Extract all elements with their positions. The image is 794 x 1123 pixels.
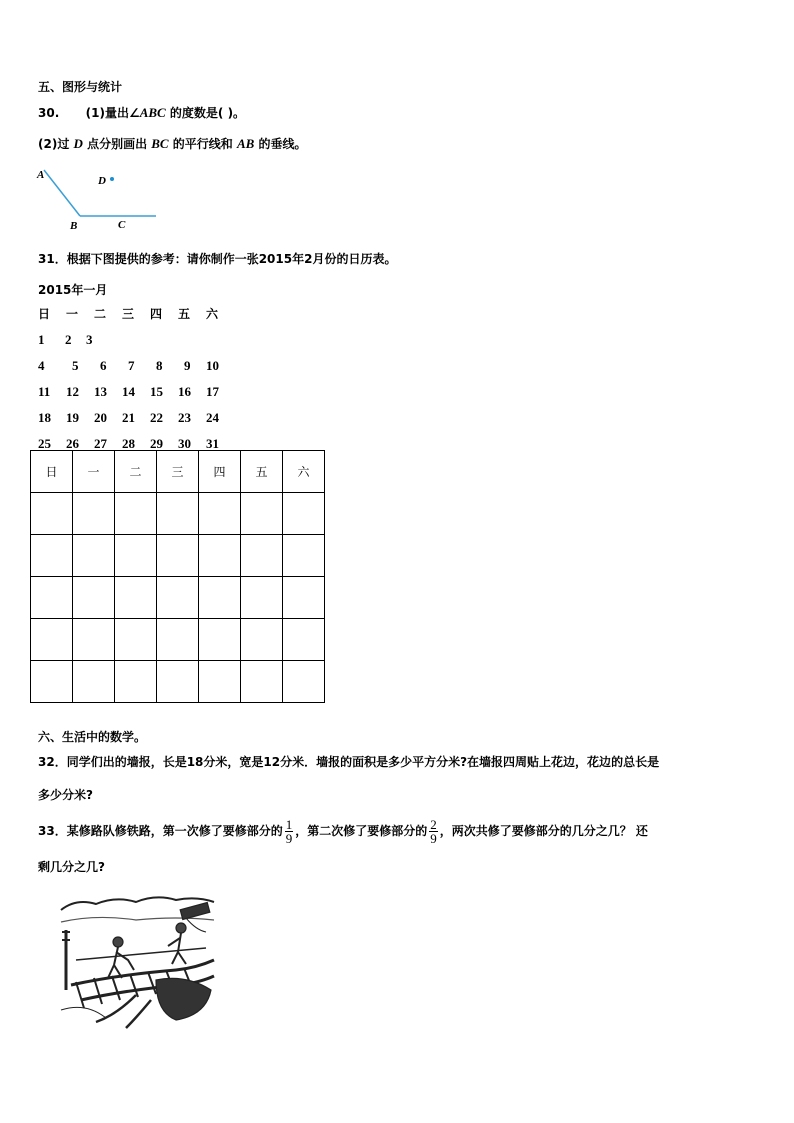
section-title: 五、图形与统计 (38, 80, 123, 94)
date-cell: 26 (66, 436, 79, 451)
weekday: 五 (178, 307, 191, 321)
empty-cell (241, 619, 283, 661)
table-header-cell: 一 (73, 451, 115, 493)
date-cell: 14 (122, 384, 135, 399)
table-row (31, 661, 325, 703)
weekday: 一 (66, 307, 79, 321)
empty-cell (199, 493, 241, 535)
empty-cell (73, 577, 115, 619)
empty-cell (283, 535, 325, 577)
question-32-line1: 32．同学们出的墙报，长是18分米，宽是12分米．墙报的面积是多少平方分米?在墙报四周贴上花边，花边的总长是 (38, 755, 660, 769)
fraction-numerator: 2 (430, 817, 437, 832)
q30-part2-text-e: 的垂线。 (254, 137, 307, 151)
fraction-two-ninths (429, 818, 438, 845)
question-31: 31．根据下图提供的参考：请你制作一张2015年2月份的日历表。 (38, 252, 397, 266)
table-row (31, 577, 325, 619)
empty-cell (73, 619, 115, 661)
table-header-cell: 四 (199, 451, 241, 493)
weekday: 六 (206, 307, 219, 321)
q33-text-c: ，两次共修了要修部分的几分之几？ 还 (439, 824, 648, 838)
table-header-cell: 五 (241, 451, 283, 493)
label-c: C (118, 219, 126, 231)
date-cell: 4 (38, 358, 45, 373)
empty-cell (31, 493, 73, 535)
date-cell: 19 (66, 410, 79, 425)
railway-workers-illustration (56, 890, 216, 1030)
date-cell: 28 (122, 436, 135, 451)
empty-cell (31, 619, 73, 661)
q33-text-b: ，第二次修了要修部分的 (295, 824, 428, 838)
empty-cell (115, 577, 157, 619)
weekday: 三 (122, 307, 135, 321)
table-header-cell: 二 (115, 451, 157, 493)
empty-cell (199, 535, 241, 577)
empty-cell (115, 661, 157, 703)
empty-cell (31, 535, 73, 577)
date-cell: 30 (178, 436, 191, 451)
date-cell: 20 (94, 410, 107, 425)
point-label-d: D (73, 136, 83, 151)
date-cell: 9 (184, 358, 191, 373)
date-cell: 29 (150, 436, 163, 451)
date-cell: 7 (128, 358, 135, 373)
section-title: 六、生活中的数学。 (38, 730, 147, 744)
table-row (31, 619, 325, 661)
date-cell: 22 (150, 410, 163, 425)
empty-cell (241, 577, 283, 619)
blank-calendar-table (30, 450, 325, 703)
empty-cell (115, 493, 157, 535)
reference-calendar-title: 2015年一月 (38, 283, 108, 297)
fraction-numerator: 1 (285, 817, 293, 832)
date-cell: 6 (100, 358, 107, 373)
q30-part2-text-c: 的平行线和 (168, 137, 237, 151)
table-header-cell: 三 (157, 451, 199, 493)
empty-cell (199, 577, 241, 619)
question-30-part2 (38, 135, 306, 152)
empty-cell (157, 493, 199, 535)
segment-label-ab: AB (236, 136, 255, 151)
date-cell: 24 (206, 410, 219, 425)
empty-cell (157, 619, 199, 661)
date-cell: 21 (122, 410, 135, 425)
label-b: B (70, 220, 78, 232)
q30-part2-text-a: (2)过 (38, 137, 74, 151)
weekday: 四 (150, 307, 163, 321)
empty-cell (31, 577, 73, 619)
empty-cell (283, 619, 325, 661)
fraction-denominator: 9 (430, 831, 437, 846)
segment-label-bc: BC (151, 136, 169, 151)
date-cell: 1 (38, 332, 45, 347)
fraction-denominator: 9 (285, 831, 293, 846)
date-cell: 27 (94, 436, 107, 451)
q33-text-a: 33．某修路队修铁路，第一次修了要修部分的 (38, 824, 283, 838)
date-cell: 3 (86, 332, 93, 347)
empty-cell (241, 493, 283, 535)
q30-part1-suffix: 的度数是( )。 (165, 106, 246, 120)
table-header-cell: 六 (283, 451, 325, 493)
date-cell: 15 (150, 384, 163, 399)
empty-cell (199, 619, 241, 661)
angle-label: ABC (139, 105, 166, 120)
empty-cell (157, 661, 199, 703)
table-header-cell: 日 (31, 451, 73, 493)
point-d (110, 177, 114, 181)
date-cell: 31 (206, 436, 219, 451)
question-number: 30. (38, 106, 60, 120)
segment-ab (44, 170, 80, 216)
empty-cell (115, 535, 157, 577)
date-cell: 25 (38, 436, 51, 451)
empty-cell (115, 619, 157, 661)
date-cell: 18 (38, 410, 51, 425)
date-cell: 11 (38, 384, 51, 399)
table-header-row (31, 451, 325, 493)
empty-cell (31, 661, 73, 703)
empty-cell (241, 535, 283, 577)
question-32-line2: 多少分米? (38, 788, 93, 802)
date-cell: 8 (156, 358, 163, 373)
empty-cell (283, 577, 325, 619)
date-cell: 13 (94, 384, 107, 399)
date-cell: 16 (178, 384, 191, 399)
q30-part1-prefix: (1)量出∠ (85, 106, 140, 120)
empty-cell (199, 661, 241, 703)
fraction-one-ninth (285, 818, 294, 845)
date-cell: 10 (206, 358, 219, 373)
question-33-line2: 剩几分之几? (38, 860, 105, 874)
empty-cell (157, 577, 199, 619)
angle-figure (30, 160, 170, 235)
table-row (31, 493, 325, 535)
q30-part2-text-b: 点分别画出 (82, 137, 152, 151)
empty-cell (73, 493, 115, 535)
weekday: 日 (38, 307, 51, 321)
date-cell: 5 (72, 358, 79, 373)
empty-cell (73, 535, 115, 577)
date-cell: 17 (206, 384, 219, 399)
date-cell: 12 (66, 384, 79, 399)
empty-cell (283, 493, 325, 535)
date-cell: 2 (65, 332, 72, 347)
date-cell: 23 (178, 410, 191, 425)
empty-cell (157, 535, 199, 577)
empty-cell (241, 661, 283, 703)
empty-cell (73, 661, 115, 703)
question-33-line1 (38, 816, 648, 846)
question-30-part1 (38, 104, 245, 121)
empty-cell (283, 661, 325, 703)
table-row (31, 535, 325, 577)
label-d: D (98, 175, 106, 187)
label-a: A (37, 169, 45, 181)
weekday: 二 (94, 307, 107, 321)
